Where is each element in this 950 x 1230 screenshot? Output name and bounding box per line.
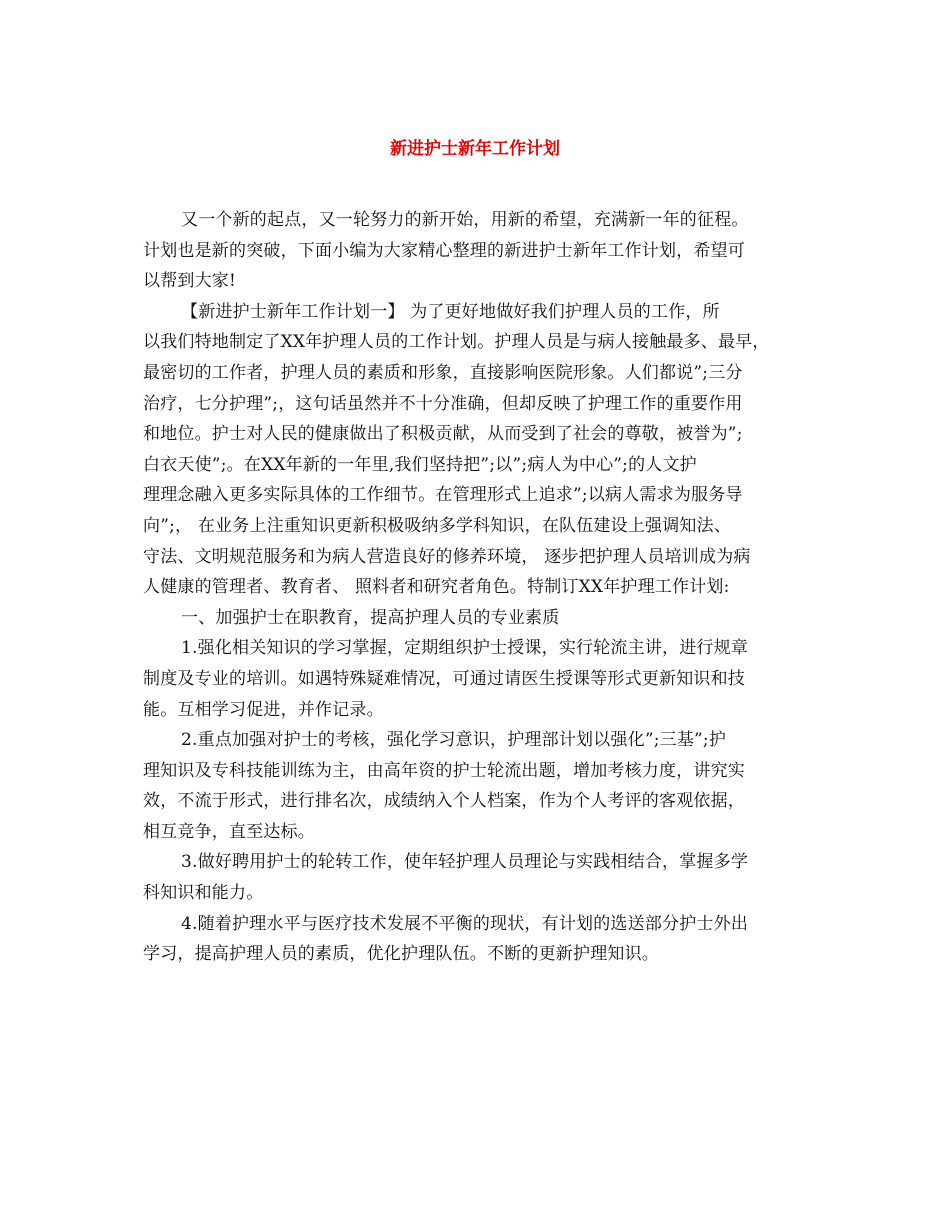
text-line: 又一个新的起点，又一轮努力的新开始，用新的希望，充满新一年的征程。 [181, 210, 749, 230]
text-line: 守法、文明规范服务和为病人营造良好的修养环境， 逐步把护理人员培训成为病 [143, 546, 751, 567]
text-line: 1.强化相关知识的学习掌握，定期组织护士授课，实行轮流主讲，进行规章 [181, 638, 749, 659]
text-line: 以我们特地制定了XX年护理人员的工作计划。护理人员是与病人接触最多、最早， [143, 332, 770, 353]
text-line: 向”;， 在业务上注重知识更新积极吸纳多学科知识，在队伍建设上强调知法、 [143, 515, 732, 536]
text-line: 学习，提高护理人员的素质，优化护理队伍。不断的更新护理知识。 [143, 944, 659, 965]
text-line: 以帮到大家! [143, 271, 237, 292]
text-line: 效，不流于形式，进行排名次，成绩纳入个人档案，作为个人考评的客观依据， [143, 791, 745, 812]
text-line: 科知识和能力。 [143, 883, 264, 904]
text-line: 相互竞争，直至达标。 [143, 821, 315, 842]
text-line: 治疗，七分护理”;，这句话虽然并不十分准确，但却反映了护理工作的重要作用 [143, 393, 743, 414]
text-line: 2.重点加强对护士的考核，强化学习意识，护理部计划以强化”;三基”;护 [181, 730, 727, 751]
text-line: 最密切的工作者，护理人员的素质和形象，直接影响医院形象。人们都说”;三分 [143, 362, 743, 383]
text-line: 白衣天使”;。在XX年新的一年里,我们坚持把”;以”;病人为中心”;的人文护 [143, 454, 697, 475]
text-line: 能。互相学习促进，并作记录。 [143, 699, 384, 720]
text-line: 理理念融入更多实际具体的工作细节。在管理形式上追求”;以病人需求为服务导 [143, 485, 743, 506]
document-body [143, 205, 805, 970]
text-line: 和地位。护士对人民的健康做出了积极贡献，从而受到了社会的尊敬，被誉为”; [143, 424, 743, 445]
text-line: 人健康的管理者、教育者、 照料者和研究者角色。特制订XX年护理工作计划: [143, 577, 730, 598]
text-line: 3.做好聘用护士的轮转工作，使年轻护理人员理论与实践相结合，掌握多学 [181, 852, 749, 873]
document-title: 新进护士新年工作计划 [390, 139, 560, 159]
text-line: 一、加强护士在职教育，提高护理人员的专业素质 [181, 607, 560, 628]
text-line: 4.随着护理水平与医疗技术发展不平衡的现状，有计划的选送部分护士外出 [181, 913, 749, 934]
text-line: 理知识及专科技能训练为主，由高年资的护士轮流出题，增加考核力度，讲究实 [143, 760, 745, 781]
text-line: 【新进护士新年工作计划一】 为了更好地做好我们护理人员的工作，所 [181, 301, 720, 322]
text-line: 计划也是新的突破，下面小编为大家精心整理的新进护士新年工作计划，希望可 [143, 240, 745, 261]
text-line: 制度及专业的培训。如遇特殊疑难情况，可通过请医生授课等形式更新知识和技 [143, 668, 745, 689]
